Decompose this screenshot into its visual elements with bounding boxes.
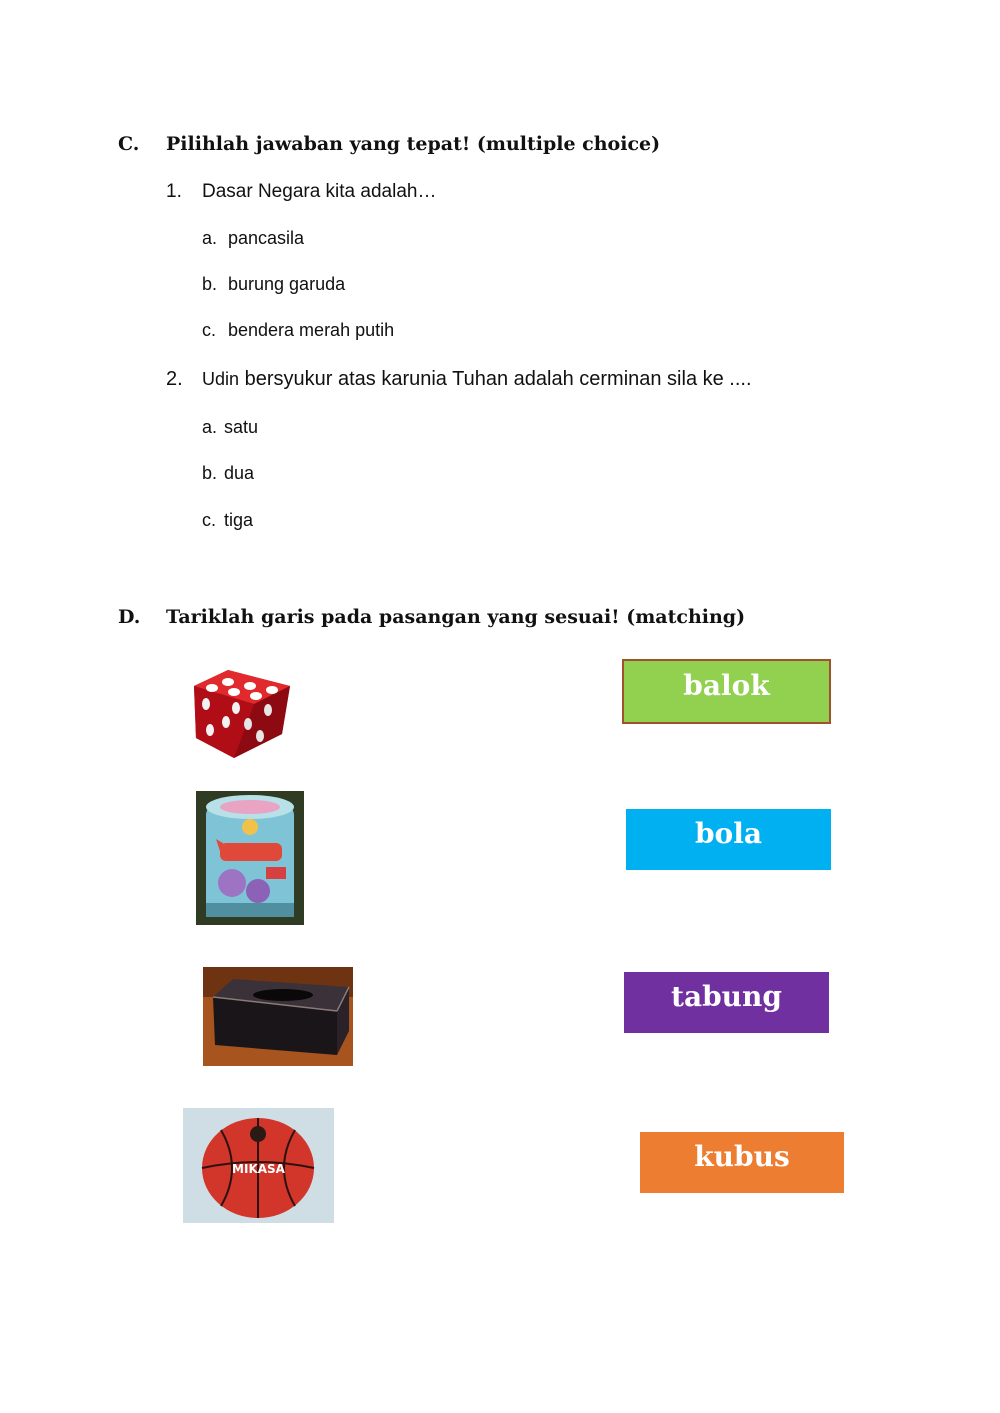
section-d-title: Tariklah garis pada pasangan yang sesuai! (matching) bbox=[166, 606, 746, 628]
option-letter: b. bbox=[202, 274, 218, 294]
basketball-brand: MIKASA bbox=[232, 1162, 285, 1176]
question-1-option-c[interactable] bbox=[202, 320, 394, 341]
dice-icon bbox=[188, 664, 296, 762]
question-1-option-a[interactable] bbox=[202, 228, 304, 249]
tissue-box-icon bbox=[203, 967, 353, 1066]
label-box-bola[interactable]: bola bbox=[626, 809, 831, 870]
question-1-text: Dasar Negara kita adalah… bbox=[202, 181, 437, 202]
option-text: bendera merah putih bbox=[228, 320, 395, 340]
tin-can-icon bbox=[196, 791, 304, 925]
section-d-letter: D. bbox=[118, 606, 141, 628]
section-c-letter: C. bbox=[118, 133, 140, 155]
option-text: satu bbox=[224, 417, 259, 437]
question-2-body: bersyukur atas karunia Tuhan adalah cerminan sila ke .... bbox=[239, 368, 752, 390]
section-c-title: Pilihlah jawaban yang tepat! (multiple choice) bbox=[166, 133, 661, 155]
question-2-number: 2. bbox=[166, 368, 183, 390]
question-1-option-b[interactable] bbox=[202, 274, 345, 295]
option-text: tiga bbox=[224, 510, 254, 530]
option-text: pancasila bbox=[228, 228, 305, 248]
option-letter: a. bbox=[202, 228, 218, 248]
question-2-option-b[interactable] bbox=[202, 463, 254, 484]
option-letter: a. bbox=[202, 417, 218, 437]
basketball-image[interactable] bbox=[183, 1108, 334, 1223]
question-2-subject: Udin bbox=[202, 369, 240, 389]
option-letter: c. bbox=[202, 510, 217, 530]
question-2-option-a[interactable] bbox=[202, 417, 258, 438]
question-2-text bbox=[202, 368, 752, 391]
option-letter: c. bbox=[202, 320, 217, 340]
label-box-kubus[interactable]: kubus bbox=[640, 1132, 844, 1193]
label-box-balok[interactable]: balok bbox=[622, 659, 831, 724]
option-text: dua bbox=[224, 463, 255, 483]
tissue-box-image[interactable] bbox=[203, 967, 353, 1066]
tin-can-image[interactable] bbox=[196, 791, 304, 925]
option-letter: b. bbox=[202, 463, 218, 483]
label-box-tabung[interactable]: tabung bbox=[624, 972, 829, 1033]
question-1-number: 1. bbox=[166, 181, 182, 202]
option-text: burung garuda bbox=[228, 274, 346, 294]
dice-image[interactable] bbox=[188, 664, 296, 762]
question-2-option-c[interactable] bbox=[202, 510, 253, 531]
